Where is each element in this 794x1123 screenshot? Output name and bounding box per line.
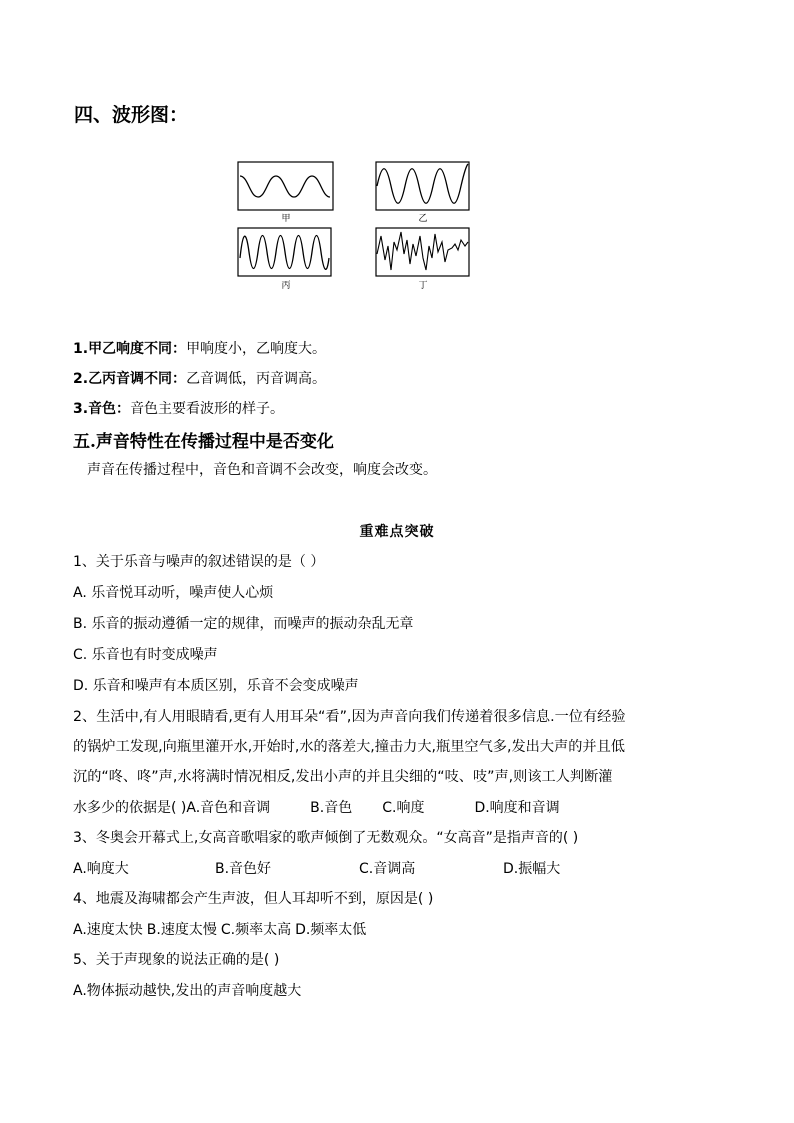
point-2-head: 乙丙音调不同：	[88, 371, 187, 387]
waveform-figure	[236, 158, 491, 293]
waveform-bing	[240, 236, 329, 270]
label-ding: 丁	[418, 281, 428, 291]
waveform-diagram	[236, 158, 491, 293]
q2-option-b: B.音色	[310, 800, 353, 816]
waveform-jia	[240, 176, 330, 197]
q4-option-c: C.频率太高	[220, 922, 292, 938]
label-jia: 甲	[281, 214, 291, 224]
q5-stem: 5、关于声现象的说法正确的是( )	[73, 952, 280, 968]
q3-option-b: B.音色好	[215, 861, 272, 877]
q2-line-3: 沉的“咚、咚”声,水将满时情况相反,发出小声的并且尖细的“吱、吱”声,则该工人判断灌	[73, 769, 613, 785]
point-1-head: 甲乙响度不同：	[88, 341, 187, 357]
q3-option-d: D.振幅大	[503, 861, 561, 877]
key-section-title: 重难点突破	[359, 524, 435, 540]
q5-option-a: A.物体振动越快,发出的声音响度越大	[73, 983, 302, 999]
point-2-text: 乙音调低，丙音调高。	[186, 371, 327, 387]
label-bing: 丙	[281, 281, 291, 291]
q2-option-d: D.响度和音调	[474, 800, 560, 816]
q2-line-2: 的锅炉工发现,向瓶里灌开水,开始时,水的落差大,撞击力大,瓶里空气多,发出大声的并且低	[73, 739, 625, 755]
q3-stem: 3、冬奥会开幕式上,女高音歌唱家的歌声倾倒了无数观众。“女高音”是指声音的( )	[73, 830, 579, 846]
q3-option-a: A.响度大	[73, 861, 129, 877]
q1-stem: 1、关于乐音与噪声的叙述错误的是（ ）	[73, 554, 325, 570]
q2-option-c: C.响度	[382, 800, 425, 816]
q4-stem: 4、地震及海啸都会产生声波，但人耳却听不到，原因是( )	[73, 891, 434, 907]
q4-option-b: B.速度太慢	[146, 922, 217, 938]
q2-line-1: 2、生活中,有人用眼睛看,更有人用耳朵“看”,因为声音向我们传递着很多信息.一位有经验	[73, 709, 626, 725]
q1-option-c: C. 乐音也有时变成噪声	[73, 647, 218, 663]
q2-line-4	[73, 797, 560, 817]
waveform-box-jia	[238, 162, 333, 210]
section-5-title: 五.声音特性在传播过程中是否变化	[73, 432, 334, 452]
point-1-text: 甲响度小，乙响度大。	[186, 341, 327, 357]
waveform-yi	[377, 164, 468, 203]
point-3	[73, 398, 284, 418]
point-3-num: 3.	[73, 401, 89, 417]
q1-option-d: D. 乐音和噪声有本质区别，乐音不会变成噪声	[73, 678, 359, 694]
point-1	[73, 338, 326, 358]
q2-stem: 水多少的依据是( )	[73, 800, 187, 816]
q1-option-b: B. 乐音的振动遵循一定的规律，而噪声的振动杂乱无章	[73, 616, 414, 632]
waveform-ding	[377, 232, 468, 270]
q1-option-a: A. 乐音悦耳动听，噪声使人心烦	[73, 585, 274, 601]
point-3-text: 音色主要看波形的样子。	[130, 401, 285, 417]
q4-option-a: A.速度太快	[73, 922, 143, 938]
point-3-head: 音色：	[88, 401, 131, 417]
point-1-num: 1.	[73, 341, 89, 357]
q4-option-d: D.频率太低	[295, 922, 367, 938]
point-2	[73, 368, 326, 388]
section-4-title: 四、波形图：	[74, 104, 189, 126]
q2-option-a: A.音色和音调	[186, 800, 271, 816]
q3-option-c: C.音调高	[359, 861, 416, 877]
section-5-text: 声音在传播过程中，音色和音调不会改变，响度会改变。	[87, 462, 437, 478]
q4-options	[73, 919, 366, 939]
label-yi: 乙	[418, 214, 428, 224]
point-2-num: 2.	[73, 371, 89, 387]
